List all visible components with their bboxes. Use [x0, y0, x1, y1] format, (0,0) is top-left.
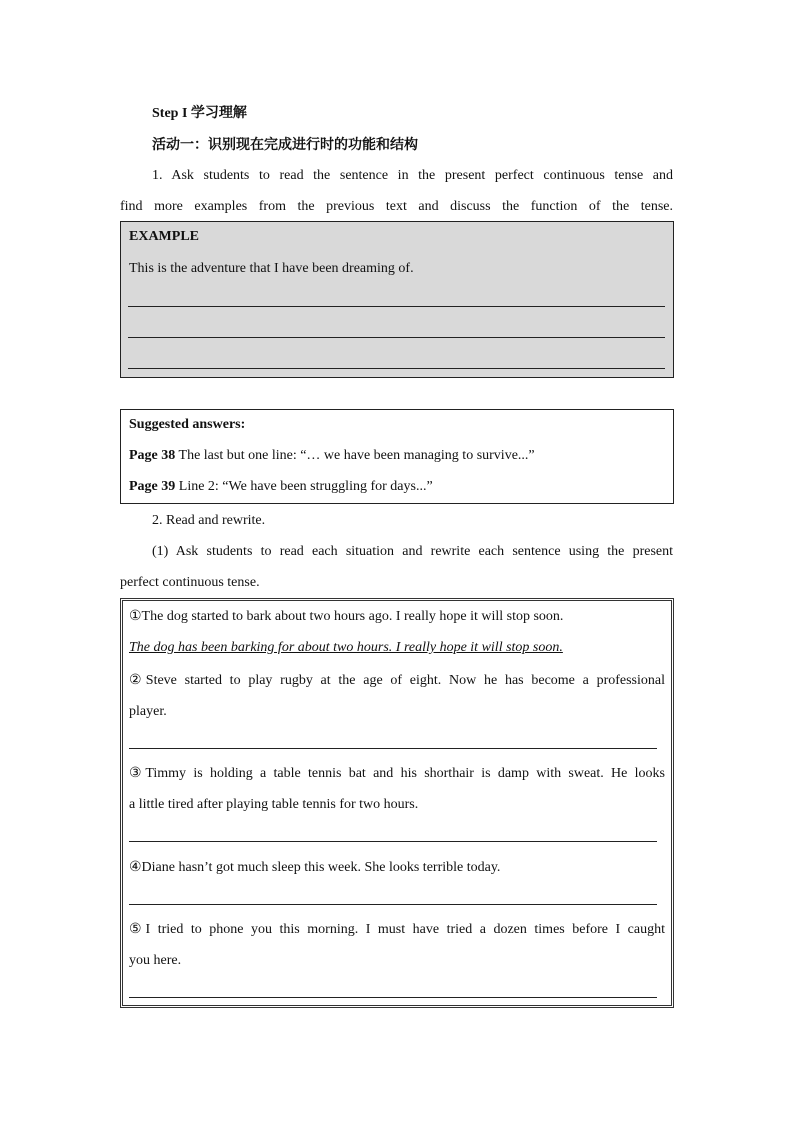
task2-instructions [120, 536, 673, 598]
answer-line-5[interactable] [129, 997, 657, 998]
task2-title-block [120, 505, 673, 536]
answer-item [129, 479, 433, 495]
answer-text: The last but one line: “… we have been managing to survive...” [175, 448, 535, 463]
exercise-2-line1: ②Steve started to play rugby at the age of eight. Now he has become a professional [129, 673, 665, 688]
example-title: EXAMPLE [129, 229, 199, 244]
example-writing-line[interactable] [128, 337, 665, 338]
exercise-3-line1: ③Timmy is holding a table tennis bat and his shorthair is damp with sweat. He looks [129, 766, 665, 781]
exercise-4: ④Diane hasn’t got much sleep this week. She looks terrible today. [129, 860, 501, 875]
suggested-answers-box [120, 409, 674, 504]
exercise-5-line1: ⑤I tried to phone you this morning. I must have tried a dozen times before I caught [129, 922, 665, 937]
answer-page-ref: Page 39 [129, 479, 176, 494]
answer-text: Line 2: “We have been struggling for days...” [175, 479, 433, 494]
task2-line1: (1) Ask students to read each situation and rewrite each sentence using the present [152, 544, 673, 559]
task2-title: 2. Read and rewrite. [152, 513, 266, 528]
exercise-3-line2: a little tired after playing table tennis for two hours. [129, 797, 419, 812]
example-writing-line[interactable] [128, 368, 665, 369]
example-sentence: This is the adventure that I have been dreaming of. [129, 261, 414, 276]
task1-line1: 1. Ask students to read the sentence in the present perfect continuous tense and [152, 168, 673, 183]
answer-item [129, 448, 535, 464]
exercise-2 [129, 665, 665, 727]
exercise-1-model-answer: The dog has been barking for about two hours. I really hope it will stop soon. [129, 640, 563, 655]
answer-line-2[interactable] [129, 748, 657, 749]
step-title: Step I 学习理解 [152, 106, 247, 121]
exercise-5 [129, 914, 665, 976]
activity-title: 活动一：识别现在完成进行时的功能和结构 [152, 138, 418, 153]
exercise-1: ①The dog started to bark about two hours ago. I really hope it will stop soon. [129, 609, 564, 624]
task1-line2: find more examples from the previous text and discuss the function of the tense. [120, 199, 673, 214]
task1-instructions [120, 160, 673, 222]
exercise-3 [129, 758, 665, 820]
task2-line2: perfect continuous tense. [120, 575, 260, 590]
example-writing-line[interactable] [128, 306, 665, 307]
exercise-box [120, 598, 674, 1008]
answers-title: Suggested answers: [129, 417, 246, 432]
exercise-5-line2: you here. [129, 953, 182, 968]
answer-line-3[interactable] [129, 841, 657, 842]
answer-line-4[interactable] [129, 904, 657, 905]
answer-page-ref: Page 38 [129, 448, 176, 463]
example-box [120, 221, 674, 378]
exercise-2-line2: player. [129, 704, 167, 719]
